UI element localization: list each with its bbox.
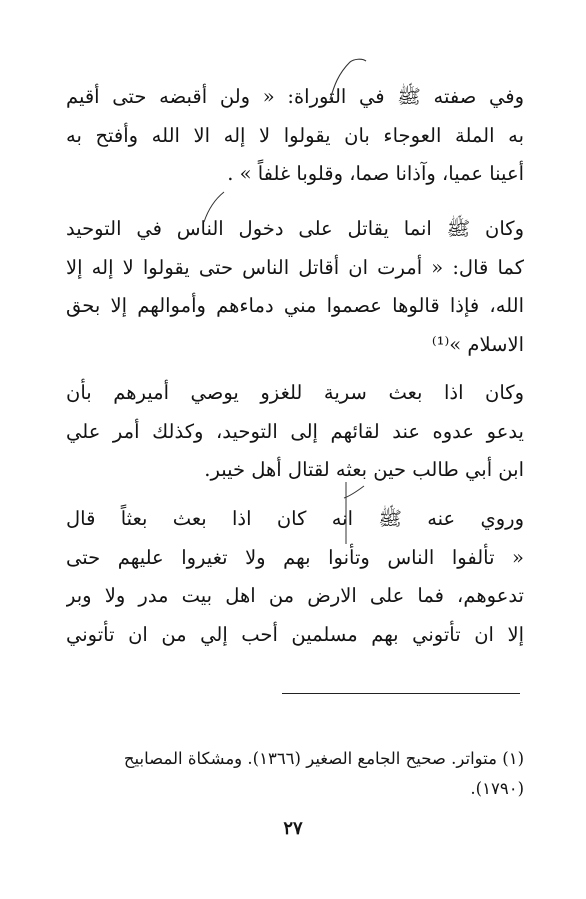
pen-mark bbox=[320, 56, 370, 106]
paragraph-line: كما قال: « أمرت ان أقاتل الناس حتى يقولوا لا إله إلا bbox=[66, 255, 524, 279]
paragraph-line: وكان ﷺ انما يقاتل على دخول الناس في التوحيد bbox=[66, 217, 524, 240]
paragraph-line: الله، فإذا قالوها عصموا مني دماءهم وأموالهم إلا بحق bbox=[66, 294, 524, 317]
footnote-line: (١) متواتر. صحيح الجامع الصغير (١٣٦٦). ومشكاة المصابيح bbox=[123, 749, 524, 768]
paragraph-line: وروي عنه ﷺ انه كان اذا بعث بعثاً قال bbox=[66, 507, 524, 530]
footnote bbox=[82, 744, 524, 804]
paragraph-line: يدعو عدوه عند لقائهم إلى التوحيد، وكذلك أمر علي bbox=[66, 419, 524, 443]
paragraph-line: « تألفوا الناس وتأنوا بهم ولا تغيروا عليهم حتى bbox=[66, 545, 524, 569]
paragraph-4 bbox=[66, 500, 524, 654]
pen-mark bbox=[330, 478, 370, 548]
paragraph-2 bbox=[66, 210, 524, 364]
page-number: ٢٧ bbox=[283, 818, 303, 839]
footnote-line: (١٧٩٠). bbox=[470, 779, 524, 798]
paragraph-line: وكان اذا بعث سرية للغزو يوصي أميرهم بأن bbox=[66, 381, 524, 404]
paragraph-line: إلا ان تأتوني بهم مسلمين أحب إلي من ان تأتوني bbox=[66, 622, 524, 646]
paragraph-line: وفي صفته ﷺ في التوراة: « ولن أقبضه حتى أقيم bbox=[66, 85, 524, 108]
paragraph-3 bbox=[66, 374, 524, 490]
paragraph-line: ابن أبي طالب حين بعثه لقتال أهل خيبر. bbox=[204, 458, 524, 481]
paragraph-line: تدعوهم، فما على الارض من اهل بيت مدر ولا وبر bbox=[66, 584, 524, 607]
paragraph-1 bbox=[66, 78, 524, 194]
footnote-divider bbox=[282, 693, 520, 694]
paragraph-line: أعينا عميا، وآذانا صما، وقلوبا غلفاً » . bbox=[227, 162, 524, 185]
paragraph-line: به الملة العوجاء بان يقولوا لا إله الا الله وأفتح به bbox=[66, 123, 524, 147]
paragraph-line: الاسلام »⁽¹⁾ bbox=[431, 332, 524, 356]
pen-mark bbox=[192, 186, 232, 226]
